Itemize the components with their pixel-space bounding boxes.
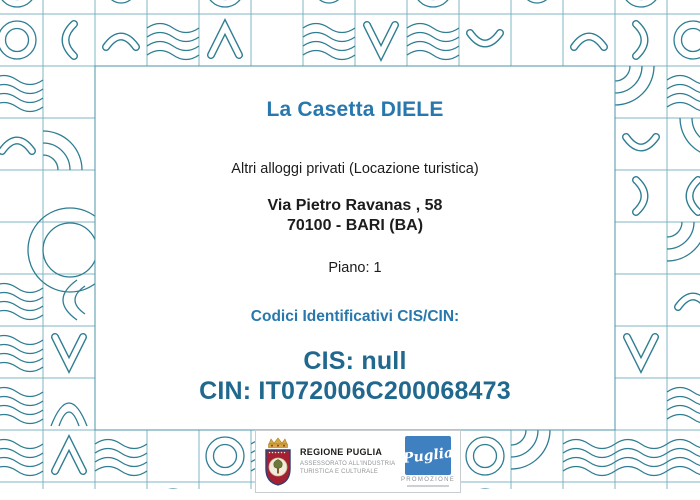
puglia-promozione-logo: [401, 436, 456, 487]
puglia-wordmark: Puglia: [402, 444, 454, 467]
certificate-panel: [95, 66, 615, 430]
accommodation-category: Altri alloggi privati (Locazione turistica): [231, 161, 479, 177]
regione-puglia-coat-of-arms-icon: [263, 436, 293, 488]
page-title: La Casetta DIELE: [266, 98, 444, 121]
promozione-tagline: [407, 485, 449, 487]
puglia-script-logo-icon: [402, 436, 454, 475]
identification-codes: [95, 346, 615, 406]
address-line1: Via Pietro Ravanas , 58: [267, 197, 443, 214]
footer-logos: [255, 430, 461, 493]
promozione-label: PROMOZIONE: [401, 477, 456, 483]
regione-puglia-name: REGIONE PUGLIA: [300, 446, 383, 457]
cin-code: CIN: IT072006C200068473: [199, 377, 511, 405]
regione-puglia-department: ASSESSORATO ALL'INDUSTRIA TURISTICA E CULTURALE: [300, 460, 396, 475]
floor-label: Piano: 1: [328, 260, 382, 276]
codes-heading: Codici Identificativi CIS/CIN:: [250, 308, 460, 325]
address-line2: 70100 - BARI (BA): [286, 217, 424, 234]
regione-puglia-text: [300, 447, 396, 477]
cis-code: CIS: null: [303, 347, 407, 375]
address: [95, 196, 615, 236]
